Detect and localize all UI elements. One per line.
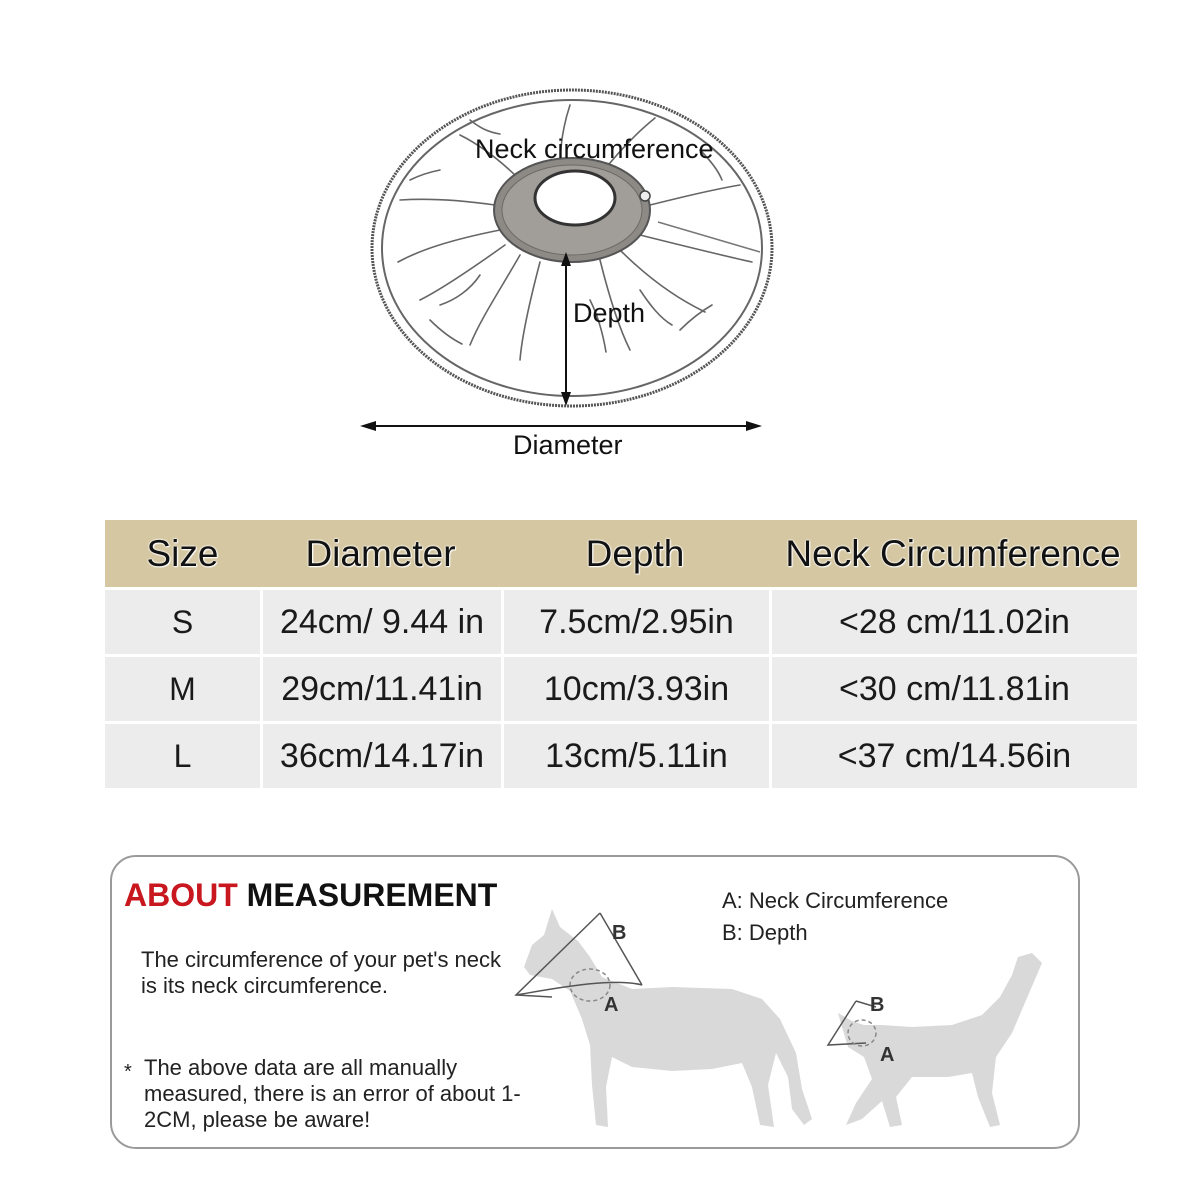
table-row [105, 721, 1137, 788]
about-measurement-title [124, 877, 497, 914]
dog-label-a: A [604, 994, 619, 1016]
depth-cell: 7.5cm/2.95in [501, 587, 769, 654]
note-text: The above data are all manually measured, there is an error of about 1-2CM, please be aware! [144, 1055, 521, 1132]
title-black: MEASUREMENT [246, 877, 498, 913]
cat-label-b: B [870, 994, 885, 1016]
table-row [105, 587, 1137, 654]
depth-cell: 10cm/3.93in [501, 654, 769, 721]
table-header-row [105, 520, 1137, 587]
depth-label: Depth [573, 298, 646, 328]
legend [722, 885, 948, 949]
cat-silhouette-icon [838, 953, 1042, 1127]
size-table [105, 520, 1137, 788]
cone-diagram [0, 0, 1200, 500]
cone-illustration [0, 0, 1200, 500]
table-row [105, 654, 1137, 721]
cat-label-a: A [880, 1044, 895, 1066]
legend-b: B: Depth [722, 920, 808, 945]
header-neck-circumference: Neck Circumference [769, 520, 1137, 587]
neck-cell: <28 cm/11.02in [769, 587, 1137, 654]
title-red: ABOUT [124, 877, 238, 913]
diameter-cell: 29cm/11.41in [260, 654, 501, 721]
about-measurement-panel [110, 855, 1080, 1149]
size-cell: M [105, 654, 260, 721]
header-diameter: Diameter [260, 520, 501, 587]
neck-cell: <37 cm/14.56in [769, 721, 1137, 788]
note-star: * [124, 1061, 132, 1083]
neck-description: The circumference of your pet's neck is its neck circumference. [141, 947, 502, 998]
neck-circumference-label: Neck circumference [475, 134, 714, 164]
size-cell: L [105, 721, 260, 788]
diameter-cell: 36cm/14.17in [260, 721, 501, 788]
header-size: Size [105, 520, 260, 587]
legend-a: A: Neck Circumference [722, 888, 949, 913]
dog-label-b: B [612, 922, 627, 944]
depth-cell: 13cm/5.11in [501, 721, 769, 788]
neck-cell: <30 cm/11.81in [769, 654, 1137, 721]
header-depth: Depth [501, 520, 769, 587]
diameter-label: Diameter [513, 430, 623, 460]
size-cell: S [105, 587, 260, 654]
diameter-cell: 24cm/ 9.44 in [260, 587, 501, 654]
